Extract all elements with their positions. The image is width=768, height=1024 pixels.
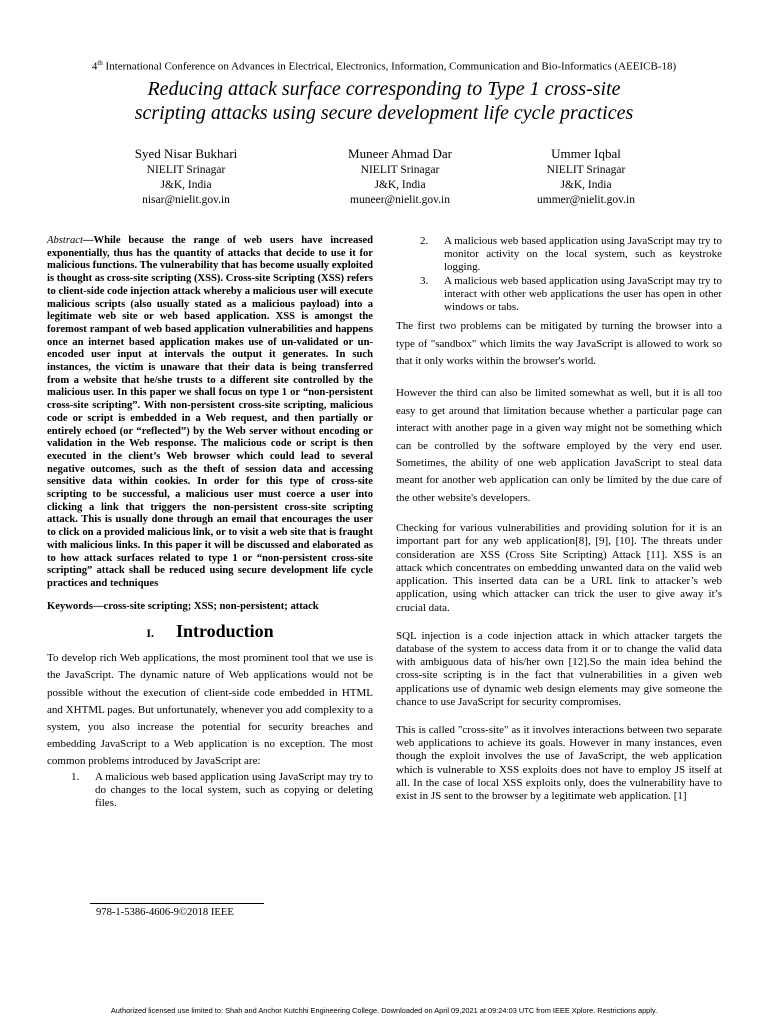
license-notice: Authorized licensed use limited to: Shah and Anchor Kutchhi Engineering College. Downloaded on April 09,2021 at 09:24:03 UTC from IEEE Xplore. Restrictions apply. [110,1006,658,1015]
paragraph: However the third can also be limited somewhat as well, but it is all too easy to get around that limitation because whether a particular page can interact with another page in a given way might not be something which can be controlled by the software employed by the very end user. Sometimes, the ability of one web application JavaScript to steal data meant for another web application can only be limited by the due care of the other website's developers. [396,387,722,504]
conference-header: 4th International Conference on Advances in Electrical, Electronics, Information, Communication and Bio-Informatics (AEEICB-18) [91,59,677,73]
keywords: Keywords—cross-site scripting; XSS; non-persistent; attack [47,600,319,612]
author-email: nisar@nielit.gov.in [142,194,230,206]
author-block-1 [86,146,286,208]
author-location: J&K, India [560,179,612,191]
author-block-3 [486,146,686,208]
list-item: 3. A malicious web based application using JavaScript may try to interact with other web applications the user has open in other windows or tabs. [420,274,722,314]
author-name: Ummer Iqbal [551,146,621,161]
list-item: 2. A malicious web based application using JavaScript may try to monitor activity on the local system, such as keystroke logging. [420,235,722,274]
problem-list-part-2 [396,235,722,314]
author-location: J&K, India [374,179,426,191]
paper-title [60,77,708,125]
paragraph: This is called "cross-site" as it involves interactions between two separate web applications to achieve its goals. However in many instances, even though the exploit involves the use of JavaScript, the web application which is vulnerable to XSS exploits does not have to employ JS itself at all. In the case of local XSS exploits only, does the vulnerability have to exist in JS sent to the browser by a legitimate web application. [1] [396,723,722,802]
list-item: 1. A malicious web based application using JavaScript may try to do changes to the local system, such as copying or deleting files. [71,770,373,809]
author-name: Syed Nisar Bukhari [134,146,238,161]
author-org: NIELIT Srinagar [146,164,226,176]
footnote-divider [90,903,264,904]
author-email: muneer@nielit.gov.in [350,194,450,206]
title-line-1: Reducing attack surface corresponding to Type 1 cross-site [147,78,621,100]
paragraph: SQL injection is a code injection attack in which attacker targets the database of the system to access data from it or to change the valid data with ambiguous data of his/her own [12].So the main idea behind the cross-site scripting is in the fact that vulnerabilities in a given web applications use of dynamic web design elements may give someone the chance to use JavaScript for security compromises. [396,629,722,708]
abstract: Abstract—While because the range of web users have increased exponentially, thus has the quantity of attacks that decide to use it for malicious functions. The vulnerability that has become usually exploited is thought as cross-site scripting (XSS). Cross-site Scripting (XSS) refers to client-side code injection attack whereby a malicious user will execute malicious scripts (also usually stated as a malicious payload) into a legitimate web site or web based application. XSS is amongst the foremost rampant of web based application vulnerabilities and happens once an internet based application makes use of un-validated or un-encoded user input at intervals the output it generates. In such instances, the victim is unaware that their data is being transferred from a website that he/she trusts to a different site controlled by the malicious user. In this paper we shall focus on type 1 or “non-persistent cross-site scripting”. With non-persistent cross-site scripting, malicious code or script is embedded in a Web request, and then partially or entirely echoed (or “reflected”) by the Web server without encoding or validation in the Web response. The malicious code or script is then executed in the client’s Web browser which could lead to several negative outcomes, such as the theft of session data and accessing sensitive data within cookies. In order for this type of cross-site scripting to be successful, a malicious user must coerce a user into clicking a link that triggers the non-persistent cross-site scripting attack. This is usually done through an email that encourages the user to click on a provided malicious link, or to visit a web site that is fraught with malicious links. In this paper it will be discussed and elaborated as to how attack surfaces related to type 1 or “non-persistent cross-site scripting” attack shall be reduced using secure development life cycle practices and techniques [47,235,373,589]
paragraph: The first two problems can be mitigated by turning the browser into a type of "sandbox" which limits the way JavaScript is allowed to work so that it only works within the browser's world. [396,320,722,368]
intro-paragraph: To develop rich Web applications, the most prominent tool that we use is the JavaScript. The dynamic nature of Web applications would not be possible without the execution of client-side code embedded in HTML and XHTML pages. But unfortunately, whenever you add complexity to a system, you also increase the potential for security breaches and embedding JavaScript to a Web application is no exception. The most common problems introduced by JavaScript are: [47,652,373,768]
paragraph: Checking for various vulnerabilities and providing solution for it is an important part for any web application[8], [9], [10]. The threats under consideration are XSS (Cross Site Scripting) Attack [11]. XSS is an attack which concentrates on embedding unwanted data on the valid web application. This inserted data can be a URL link to attacker’s web application, using which attacker can trick the user to give away it’s crucial data. [396,522,722,614]
section-number: I. [146,626,154,641]
author-block-2 [300,146,500,208]
problem-list-part-1 [47,771,373,811]
copyright-footnote: 978-1-5386-4606-9©2018 IEEE [96,907,234,918]
left-column [47,235,373,810]
author-name: Muneer Ahmad Dar [348,146,452,161]
section-heading [47,621,373,642]
abstract-text: While because the range of web users have increased exponentially, thus has the quantity of attacks that decide to use it for malicious functions. The vulnerability that has become usually exploited is thought as cross-site scripting (XSS). Cross-site Scripting (XSS) refers to client-side code injection attack whereby a malicious user will execute malicious scripts (also usually stated as a malicious payload) into a legitimate web site or web based application. XSS is amongst the foremost rampant of web based application vulnerabilities and happens once an internet based application makes use of un-validated or un-encoded user input at intervals the output it generates. In such instances, the victim is unaware that their data is being transferred from a website that he/she trusts to a different site controlled by the malicious user. In this paper we shall focus on type 1 or “non-persistent cross-site scripting”. With non-persistent cross-site scripting, malicious code or script is embedded in a Web request, and then partially or entirely echoed (or “reflected”) by the Web server without encoding or validation in the Web response. The malicious code or script is then executed in the client’s Web browser which could lead to several negative outcomes, such as the theft of session data and accessing sensitive data within cookies. In order for this type of cross-site scripting to be successful, a malicious user must coerce a user into clicking a link that triggers the non-persistent cross-site scripting attack. This is usually done through an email that encourages the user to click on a provided malicious link, or to visit a web site that is fraught with malicious links. In this paper it will be discussed and elaborated as to how attack surfaces related to type 1 or “non-persistent cross-site scripting” attack shall be reduced using secure development life cycle practices and techniques [47,235,373,589]
author-email: ummer@nielit.gov.in [537,194,635,206]
author-org: NIELIT Srinagar [546,164,626,176]
author-location: J&K, India [160,179,212,191]
section-title: Introduction [175,621,274,642]
title-line-2: scripting attacks using secure development life cycle practices [134,102,634,124]
author-org: NIELIT Srinagar [360,164,440,176]
right-column [396,235,722,818]
abstract-label: Abstract [47,235,83,246]
